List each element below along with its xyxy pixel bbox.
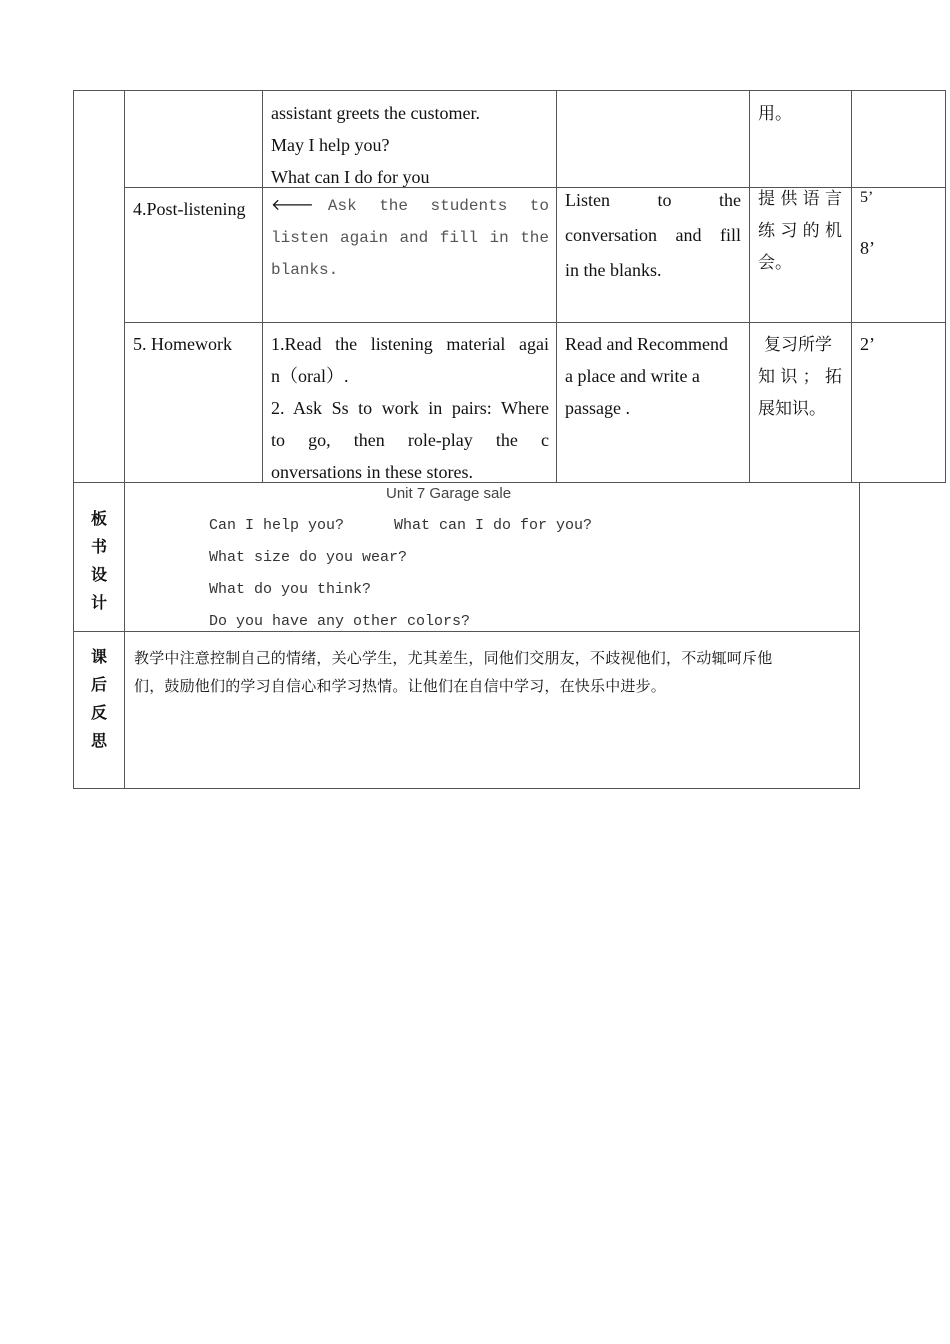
- time-value: 5’: [860, 189, 874, 206]
- label-char: 后: [90, 675, 107, 694]
- time-value: 8’: [860, 238, 875, 258]
- table-col-divider: [851, 90, 852, 483]
- table-col-divider: [262, 90, 263, 483]
- table-col-divider: [749, 90, 750, 483]
- label-char: 板: [90, 509, 107, 528]
- content-line: assistant greets the customer.: [271, 103, 480, 123]
- purpose-line: 会。: [758, 253, 792, 273]
- purpose-text: 用。: [758, 104, 792, 124]
- table-border-left: [73, 90, 74, 483]
- time-value: 2’: [860, 334, 875, 354]
- student-line: Read and Recommend: [565, 334, 728, 354]
- teacher-line: onversations in these stores.: [271, 462, 473, 482]
- section-border-bottom: [73, 788, 860, 789]
- section-col-divider: [124, 482, 125, 789]
- board-line: What size do you wear?: [209, 549, 408, 566]
- purpose-line: 复习所学: [764, 335, 832, 355]
- board-line: Can I help you?: [209, 517, 345, 534]
- teacher-line: blanks.: [271, 261, 339, 279]
- teacher-line: listen again and fill in the: [271, 229, 549, 247]
- step-post-listening: 4.Post-listening: [133, 199, 246, 219]
- table-border-right: [945, 90, 946, 483]
- teacher-line: n（oral）.: [271, 366, 349, 386]
- student-line: passage .: [565, 398, 630, 418]
- content-line: May I help you?: [271, 135, 390, 155]
- student-line: in the blanks.: [565, 260, 662, 280]
- teacher-line: to go, then role-play the c: [271, 430, 549, 450]
- post-listening-teacher-activity: [271, 190, 549, 286]
- table-col-divider: [124, 90, 125, 483]
- teacher-line: 1.Read the listening material agai: [271, 334, 549, 354]
- teacher-line: 2. Ask Ss to work in pairs: Where: [271, 398, 549, 418]
- board-title: Unit 7 Garage sale: [386, 485, 512, 502]
- reflection-text: [134, 644, 850, 700]
- student-line: conversation and fill: [565, 225, 741, 245]
- label-char: 反: [90, 703, 107, 722]
- purpose-line: 练习的机: [758, 221, 842, 241]
- purpose-line: 展知识。: [758, 399, 826, 419]
- label-char: 计: [90, 593, 107, 612]
- board-line: What can I do for you?: [394, 517, 593, 534]
- reflection-line: 教学中注意控制自己的情绪，关心学生，尤其差生，同他们交朋友，不歧视他们，不动辄呵斥他: [134, 649, 773, 667]
- teacher-line-text: Ask the students to: [327, 197, 549, 215]
- label-char: 设: [90, 565, 107, 584]
- section-row-divider: [73, 631, 860, 632]
- table-border-top: [73, 90, 945, 91]
- homework-purpose: [758, 329, 842, 425]
- board-line: Do you have any other colors?: [209, 613, 471, 630]
- section-border-left: [73, 482, 74, 789]
- content-line: What can I do for you: [271, 167, 430, 187]
- section-border-right: [859, 482, 860, 789]
- reflection-line: 们，鼓励他们的学习自信心和学习热情。让他们在自信中学习，在快乐中进步。: [134, 677, 667, 695]
- table-row-divider: [124, 322, 945, 323]
- homework-student-activity: [565, 328, 745, 424]
- label-char: 思: [90, 731, 107, 750]
- step-homework: 5. Homework: [133, 334, 232, 354]
- post-listening-purpose: [758, 183, 842, 279]
- label-char: 课: [90, 647, 107, 666]
- purpose-line: 知识；拓: [758, 367, 842, 387]
- arrow-left-icon: 🡐: [271, 197, 314, 215]
- homework-teacher-activity: [271, 328, 549, 488]
- post-listening-student-activity: [565, 183, 741, 288]
- purpose-line: 提供语言: [758, 189, 842, 209]
- table-col-divider: [556, 90, 557, 483]
- teacher-line: [271, 190, 549, 222]
- student-line: a place and write a: [565, 366, 700, 386]
- board-line: What do you think?: [209, 581, 372, 598]
- label-char: 书: [90, 537, 107, 556]
- student-line: Listen to the: [565, 190, 741, 210]
